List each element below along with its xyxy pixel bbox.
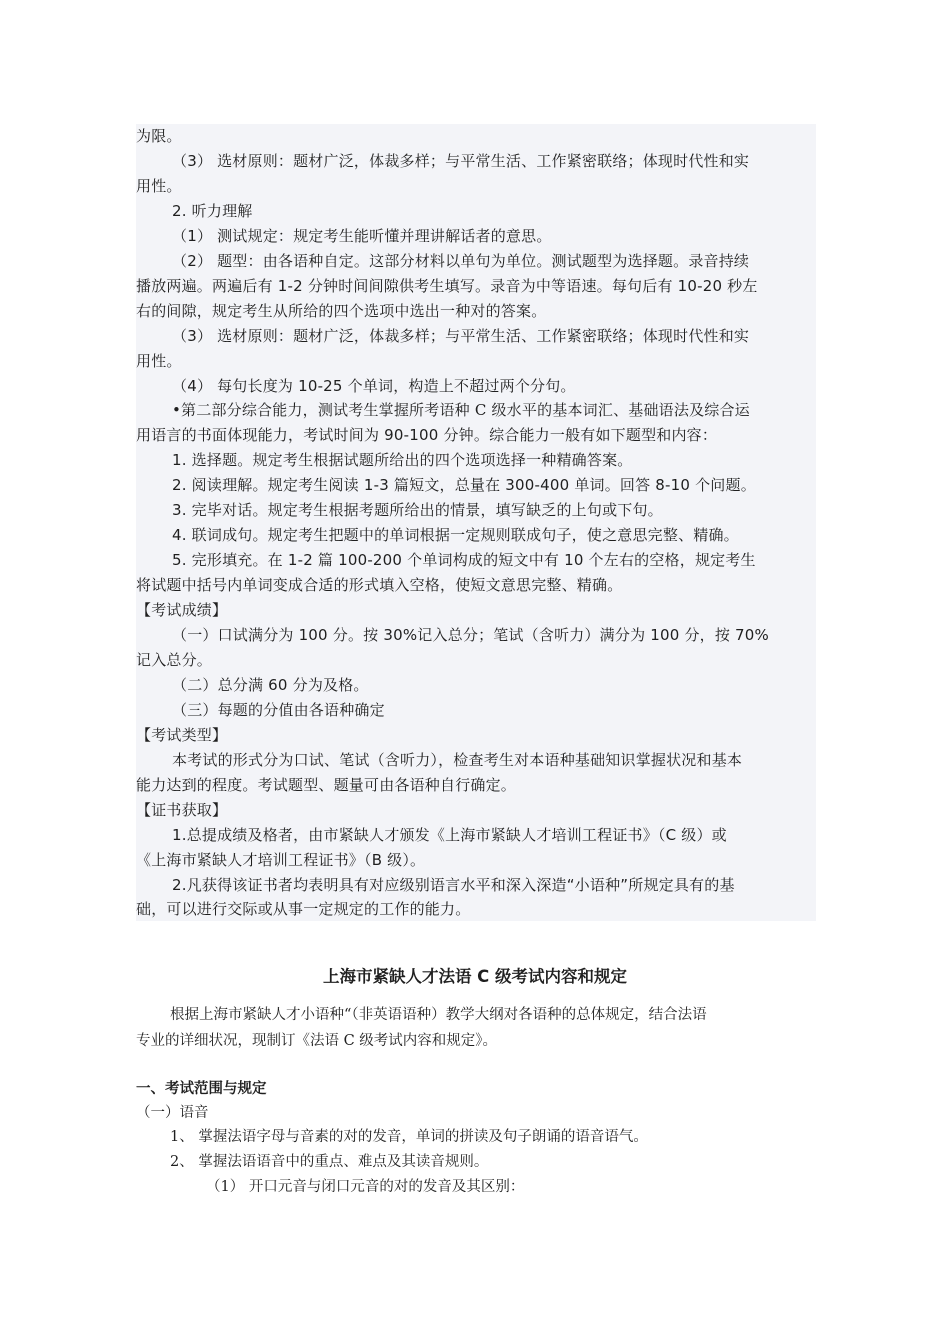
text-line: 2. 阅读理解。规定考生阅读 1-3 篇短文，总量在 300-400 单词。回答 8-10 个问题。 bbox=[172, 476, 756, 495]
text-line: •第二部分综合能力，测试考生掌握所考语种 C 级水平的基本词汇、基础语法及综合运 bbox=[172, 401, 750, 420]
text-line: 2.凡获得该证书者均表明具有对应级别语言水平和深入深造“小语种”所规定具有的基 bbox=[172, 875, 735, 894]
text-line: （二）总分满 60 分为及格。 bbox=[172, 675, 369, 694]
text-line: （3） 选材原则：题材广泛，体裁多样；与平常生活、工作紧密联络；体现时代性和实 bbox=[172, 151, 750, 170]
text-line: 4. 联词成句。规定考生把题中的单词根据一定规则联成句子，使之意思完整、精确。 bbox=[172, 526, 739, 545]
text-line: 1. 选择题。规定考生根据试题所给出的四个选项选择一种精确答案。 bbox=[172, 451, 633, 470]
text-line: 专业的详细状况，现制订《法语 C 级考试内容和规定》。 bbox=[136, 1033, 498, 1049]
text-line: 根据上海市紧缺人才小语种“（非英语语种）教学大纲对各语种的总体规定，结合法语 bbox=[170, 1007, 707, 1023]
text-line: 《上海市紧缺人才培训工程证书》（B 级）。 bbox=[136, 850, 426, 869]
text-line: 2. 听力理解 bbox=[172, 201, 253, 220]
section-title: 上海市紧缺人才法语 C 级考试内容和规定 bbox=[322, 967, 628, 986]
text-line: （1） 测试规定：规定考生能听懂并理讲解话者的意思。 bbox=[172, 226, 552, 245]
text-line: 用语言的书面体现能力，考试时间为 90-100 分钟。综合能力一般有如下题型和内容： bbox=[136, 426, 718, 445]
text-line: 为限。 bbox=[136, 127, 182, 145]
text-line: （2） 题型：由各语种自定。这部分材料以单句为单位。测试题型为选择题。录音持续 bbox=[172, 251, 750, 270]
text-line: 5. 完形填充。在 1-2 篇 100-200 个单词构成的短文中有 10 个左右的空格，规定考生 bbox=[172, 551, 756, 570]
text-line: （一）语音 bbox=[136, 1105, 209, 1121]
text-line: 用性。 bbox=[136, 351, 182, 370]
text-line: 右的间隙，规定考生从所给的四个选项中选出一种对的答案。 bbox=[136, 301, 547, 320]
section-heading: 一、考试范围与规定 bbox=[136, 1081, 267, 1097]
text-line: 记入总分。 bbox=[136, 650, 213, 669]
text-line: 1.总提成绩及格者，由市紧缺人才颁发《上海市紧缺人才培训工程证书》（C 级）或 bbox=[172, 825, 727, 844]
text-line: （4） 每句长度为 10-25 个单词，构造上不超过两个分句。 bbox=[172, 376, 576, 395]
text-line: 1、 掌握法语字母与音素的对的发音，单词的拼读及句子朗诵的语音语气。 bbox=[170, 1129, 648, 1145]
text-line: 【考试成绩】 bbox=[136, 601, 228, 620]
text-line: 将试题中括号内单词变成合适的形式填入空格，使短文意思完整、精确。 bbox=[136, 576, 623, 595]
text-line: 础，可以进行交际或从事一定规定的工作的能力。 bbox=[136, 900, 471, 919]
text-line: 能力达到的程度。考试题型、题量可由各语种自行确定。 bbox=[136, 775, 517, 794]
text-line: 3. 完毕对话。规定考生根据考题所给出的情景，填写缺乏的上句或下句。 bbox=[172, 501, 663, 520]
text-line: （一）口试满分为 100 分。按 30%记入总分；笔试（含听力）满分为 100 分，按 70% bbox=[172, 626, 769, 644]
text-line: （3） 选材原则：题材广泛，体裁多样；与平常生活、工作紧密联络；体现时代性和实 bbox=[172, 326, 750, 345]
text-line: 本考试的形式分为口试、笔试（含听力），检查考生对本语种基础知识掌握状况和基本 bbox=[172, 750, 743, 769]
text-line: 播放两遍。两遍后有 1-2 分钟时间间隙供考生填写。录音为中等语速。每句后有 10-20 秒左 bbox=[136, 276, 758, 295]
text-line: 2、 掌握法语语音中的重点、难点及其读音规则。 bbox=[170, 1154, 489, 1170]
text-line: 用性。 bbox=[136, 176, 182, 195]
text-line: 【考试类型】 bbox=[136, 725, 228, 744]
text-line: （三）每题的分值由各语种确定 bbox=[172, 700, 385, 719]
text-line: （1） 开口元音与闭口元音的对的发音及其区别： bbox=[206, 1179, 525, 1195]
text-line: 【证书获取】 bbox=[136, 800, 228, 819]
